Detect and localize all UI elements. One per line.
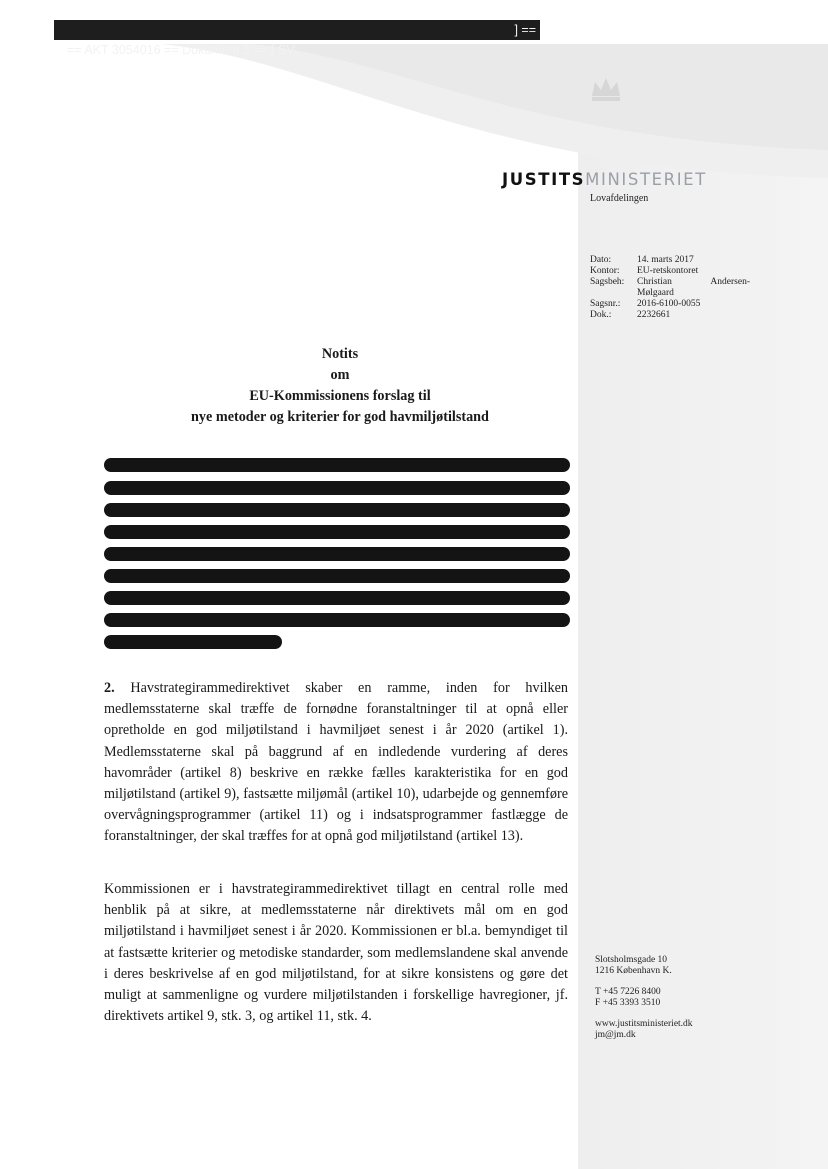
redaction-bar [104,635,282,649]
redaction-bar [104,569,570,583]
meta-key: Dato: [590,255,612,265]
address-street: Slotsholmsgade 10 [595,955,668,965]
document-metadata [590,255,750,321]
document-title [110,344,570,428]
paragraph-number: 2. [104,680,115,696]
title-line: nye metoder og kriterier for god havmiljøtilstand [191,409,489,425]
meta-row-document [590,310,750,321]
logo-text-light: MINISTERIET [585,170,707,189]
meta-value: EU-retskontoret [637,266,699,276]
redaction-bar [104,481,570,495]
meta-key: Kontor: [590,266,620,276]
caseworker-last: Andersen- [710,277,750,287]
meta-key: Dok.: [590,310,612,320]
meta-row-office [590,266,750,277]
address-email: jm@jm.dk [595,1030,636,1040]
redaction-bar [104,613,570,627]
paragraph-3 [104,879,568,1027]
paragraph-2 [104,678,568,848]
redaction-bar [104,547,570,561]
meta-value [637,277,750,299]
document-id-end: ] == [514,23,536,37]
title-line: Notits [321,346,359,362]
meta-value: 2016-6100-0055 [637,299,701,309]
address-website: www.justitsministeriet.dk [595,1019,693,1029]
ministry-address [595,955,735,1041]
crown-icon [588,72,624,104]
meta-key: Sagsnr.: [590,299,621,309]
caseworker-first: Christian [637,277,672,287]
meta-key: Sagsbeh: [590,277,625,287]
address-city: 1216 København K. [595,966,672,976]
address-fax: F +45 3393 3510 [595,998,661,1008]
meta-row-caseworker [590,277,750,299]
redaction-bar [104,503,570,517]
document-id-text: == AKT 3054016 == Dokument 2 == [ SV: [66,43,298,57]
meta-row-date [590,255,750,266]
document-id-bar [54,20,540,57]
paragraph-text: Havstrategirammedirektivet skaber en ramme, inden for hvilken medlemsstaterne skal træffe de fornødne foranstaltninger til at opnå eller opretholde en god miljøtilstand i havmiljøet senest i år 2020 (artikel 1). Medlemsstaterne skal på baggrund af en indledende vurdering af deres havområder (artikel 8) beskrive en række fælles karakteristika for en god miljøtilstand (artikel 9), fastsætte miljømål (artikel 10), udarbejde og gennemføre overvågningsprogrammer (artikel 11) og i indsatsprogrammer fastlægge de foranstaltninger, der skal træffes for at opnå god miljøtilstand (artikel 13). [104,680,568,845]
department-name: Lovafdelingen [590,193,649,204]
meta-value: 14. marts 2017 [637,255,694,265]
title-line: om [330,367,350,383]
redaction-bar [104,591,570,605]
redaction-bar [104,525,570,539]
ministry-logo [502,170,707,189]
meta-row-case-number [590,299,750,310]
address-phone: T +45 7226 8400 [595,987,661,997]
logo-text-bold: JUSTITS [502,170,586,189]
caseworker-last-cont: Mølgaard [637,288,674,298]
meta-value: 2232661 [637,310,671,320]
paragraph-text: Kommissionen er i havstrategirammedirektivet tillagt en central rolle med henblik på at sikre, at medlemsstaterne når direktivets mål om en god miljøtilstand i havmiljøet senest i år 2020. Kommissionen er bl.a. bemyndiget til at fastsætte kriterier og metodiske standarder, som medlemslandene skal anvende i deres beskrivelse af en god miljøtilstand, for at sikre konsistens og gøre det muligt at sammenligne og vurdere miljøtilstanden i forskellige havregioner, jf. direktivets artikel 9, stk. 3, og artikel 11, stk. 4. [104,881,568,1025]
title-line: EU-Kommissionens forslag til [249,388,431,404]
redaction-bar [104,458,570,472]
